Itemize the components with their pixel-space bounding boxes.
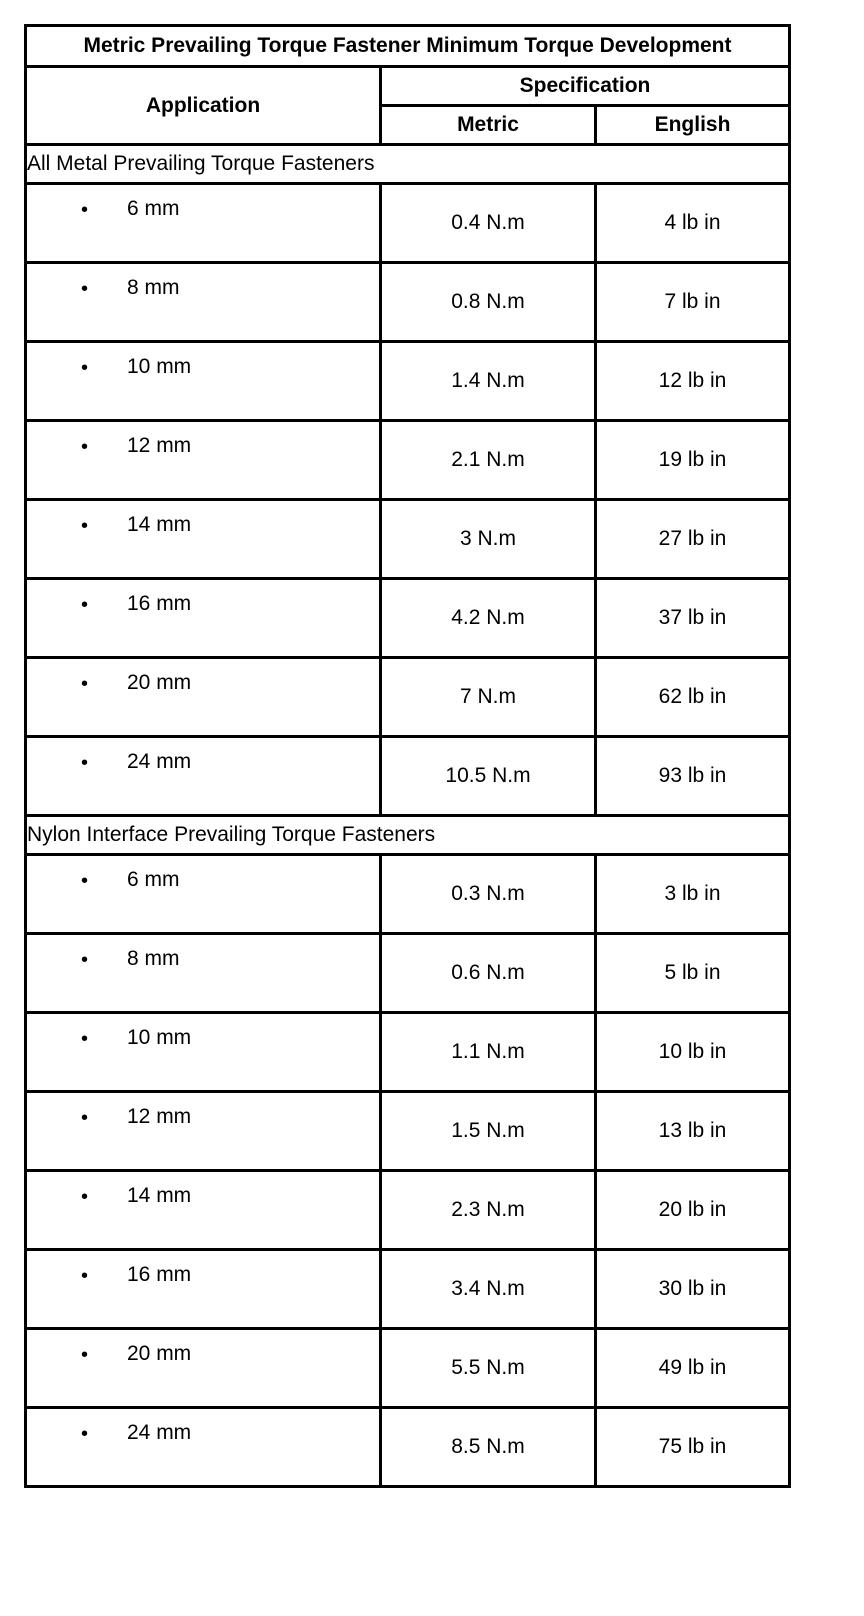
metric-torque: 3 N.m (381, 500, 596, 579)
bullet-icon: • (81, 199, 89, 221)
bullet-icon: • (81, 357, 89, 379)
fastener-size: 6 mm (127, 868, 180, 891)
table-row (26, 1329, 790, 1408)
bullet-icon: • (81, 1028, 89, 1050)
table-row (26, 934, 790, 1013)
metric-torque: 4.2 N.m (381, 579, 596, 658)
metric-torque: 5.5 N.m (381, 1329, 596, 1408)
fastener-size-cell (26, 934, 381, 1013)
english-torque: 30 lb in (596, 1250, 790, 1329)
fastener-size: 12 mm (127, 434, 192, 457)
table-row (26, 1250, 790, 1329)
section-row (26, 816, 790, 855)
english-torque: 13 lb in (596, 1092, 790, 1171)
bullet-icon: • (81, 752, 89, 774)
fastener-size: 24 mm (127, 1421, 192, 1444)
fastener-size-cell (26, 342, 381, 421)
metric-torque: 0.6 N.m (381, 934, 596, 1013)
table-row (26, 737, 790, 816)
table-row (26, 500, 790, 579)
fastener-size-cell (26, 658, 381, 737)
fastener-size-cell (26, 1171, 381, 1250)
metric-header: Metric (381, 106, 596, 145)
english-torque: 20 lb in (596, 1171, 790, 1250)
bullet-icon: • (81, 1344, 89, 1366)
fastener-size-cell (26, 184, 381, 263)
english-torque: 49 lb in (596, 1329, 790, 1408)
fastener-size: 6 mm (127, 197, 180, 220)
fastener-size-cell (26, 1013, 381, 1092)
table-row (26, 1092, 790, 1171)
fastener-size-cell (26, 737, 381, 816)
fastener-size: 20 mm (127, 1342, 192, 1365)
torque-spec-table (24, 24, 791, 1488)
table-row (26, 263, 790, 342)
metric-torque: 7 N.m (381, 658, 596, 737)
fastener-size-cell (26, 263, 381, 342)
english-torque: 3 lb in (596, 855, 790, 934)
table-title: Metric Prevailing Torque Fastener Minimum Torque Development (26, 26, 790, 67)
metric-torque: 2.3 N.m (381, 1171, 596, 1250)
english-torque: 19 lb in (596, 421, 790, 500)
metric-torque: 0.4 N.m (381, 184, 596, 263)
table-row (26, 658, 790, 737)
fastener-size: 20 mm (127, 671, 192, 694)
metric-torque: 0.3 N.m (381, 855, 596, 934)
fastener-size-cell (26, 1092, 381, 1171)
english-torque: 10 lb in (596, 1013, 790, 1092)
bullet-icon: • (81, 278, 89, 300)
table-row (26, 579, 790, 658)
fastener-size-cell (26, 579, 381, 658)
fastener-size-cell (26, 1408, 381, 1487)
fastener-size: 8 mm (127, 947, 180, 970)
fastener-size: 8 mm (127, 276, 180, 299)
specification-header: Specification (381, 67, 790, 106)
metric-torque: 2.1 N.m (381, 421, 596, 500)
english-header: English (596, 106, 790, 145)
table-row (26, 1013, 790, 1092)
metric-torque: 1.4 N.m (381, 342, 596, 421)
bullet-icon: • (81, 1423, 89, 1445)
fastener-size-cell (26, 421, 381, 500)
english-torque: 75 lb in (596, 1408, 790, 1487)
metric-torque: 10.5 N.m (381, 737, 596, 816)
table-row (26, 342, 790, 421)
table-row (26, 421, 790, 500)
metric-torque: 8.5 N.m (381, 1408, 596, 1487)
metric-torque: 1.1 N.m (381, 1013, 596, 1092)
fastener-size-cell (26, 1329, 381, 1408)
section-row (26, 145, 790, 184)
bullet-icon: • (81, 949, 89, 971)
table-row (26, 184, 790, 263)
english-torque: 93 lb in (596, 737, 790, 816)
english-torque: 27 lb in (596, 500, 790, 579)
bullet-icon: • (81, 515, 89, 537)
english-torque: 5 lb in (596, 934, 790, 1013)
english-torque: 4 lb in (596, 184, 790, 263)
title-row (26, 26, 790, 67)
table-row (26, 855, 790, 934)
section-heading: Nylon Interface Prevailing Torque Fasteners (26, 816, 790, 855)
section-heading: All Metal Prevailing Torque Fasteners (26, 145, 790, 184)
fastener-size: 12 mm (127, 1105, 192, 1128)
english-torque: 12 lb in (596, 342, 790, 421)
fastener-size: 14 mm (127, 513, 192, 536)
metric-torque: 3.4 N.m (381, 1250, 596, 1329)
english-torque: 37 lb in (596, 579, 790, 658)
fastener-size: 24 mm (127, 750, 192, 773)
table-row (26, 1171, 790, 1250)
application-header: Application (26, 67, 381, 145)
bullet-icon: • (81, 673, 89, 695)
english-torque: 62 lb in (596, 658, 790, 737)
metric-torque: 0.8 N.m (381, 263, 596, 342)
fastener-size-cell (26, 500, 381, 579)
fastener-size-cell (26, 855, 381, 934)
english-torque: 7 lb in (596, 263, 790, 342)
bullet-icon: • (81, 594, 89, 616)
bullet-icon: • (81, 436, 89, 458)
bullet-icon: • (81, 870, 89, 892)
table-row (26, 1408, 790, 1487)
fastener-size: 10 mm (127, 355, 192, 378)
bullet-icon: • (81, 1265, 89, 1287)
fastener-size-cell (26, 1250, 381, 1329)
fastener-size: 16 mm (127, 592, 192, 615)
metric-torque: 1.5 N.m (381, 1092, 596, 1171)
bullet-icon: • (81, 1107, 89, 1129)
header-row (26, 67, 790, 106)
fastener-size: 14 mm (127, 1184, 192, 1207)
fastener-size: 16 mm (127, 1263, 192, 1286)
fastener-size: 10 mm (127, 1026, 192, 1049)
bullet-icon: • (81, 1186, 89, 1208)
